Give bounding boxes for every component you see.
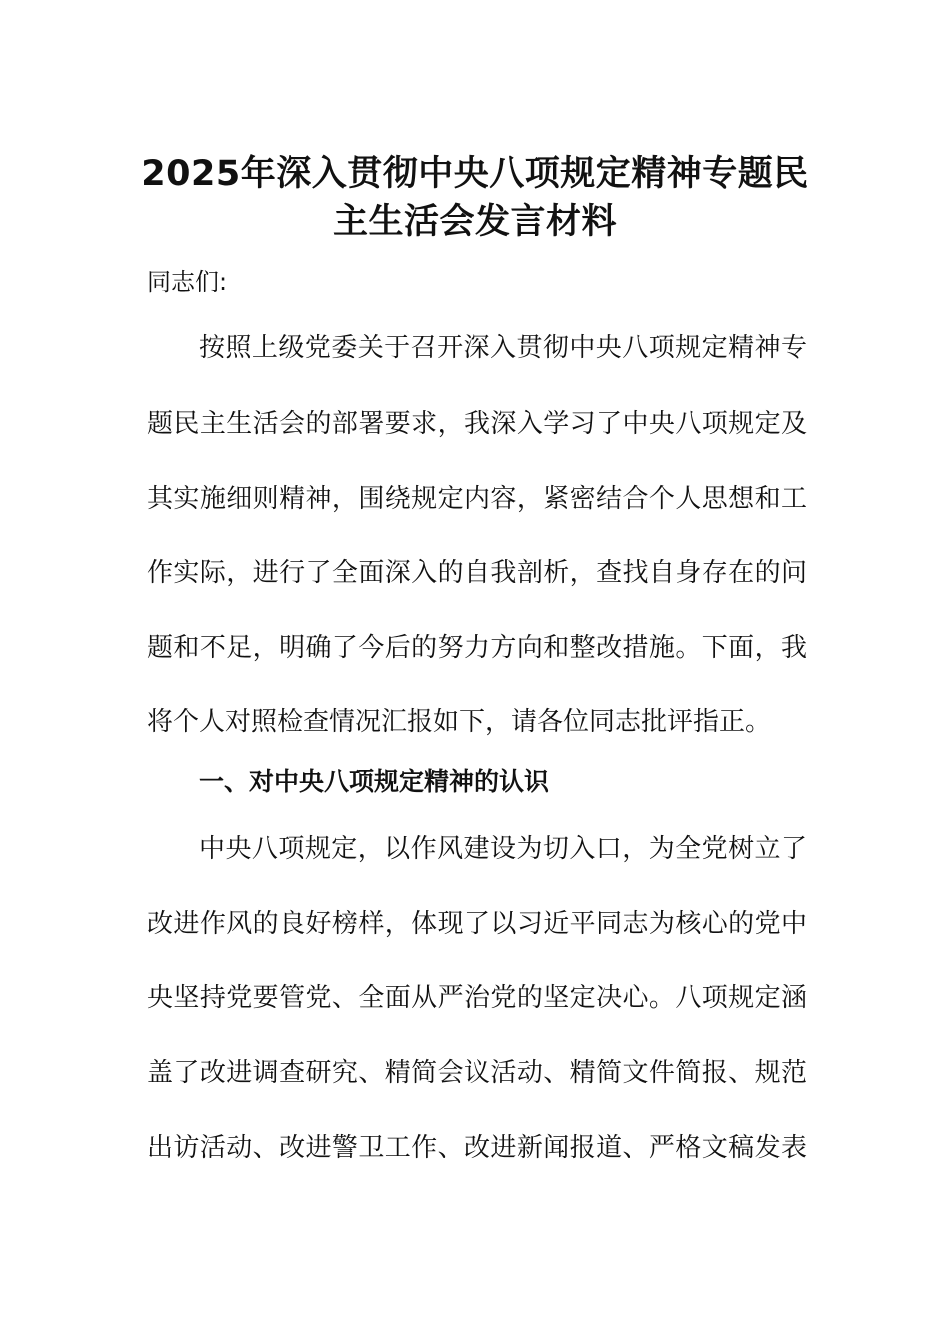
paragraph-line: 题和不足，明确了今后的努力方向和整改措施。下面，我	[147, 633, 807, 663]
document-title-line-2: 主生活会发言材料	[332, 202, 617, 242]
paragraph-line: 央坚持党要管党、全面从严治党的坚定决心。八项规定涵	[147, 983, 807, 1013]
paragraph-line: 题民主生活会的部署要求，我深入学习了中央八项规定及	[147, 409, 807, 439]
paragraph-line: 改进作风的良好榜样，体现了以习近平同志为核心的党中	[147, 909, 807, 939]
salutation: 同志们:	[147, 268, 228, 296]
paragraph-line: 按照上级党委关于召开深入贯彻中央八项规定精神专	[199, 333, 807, 363]
paragraph-line: 将个人对照检查情况汇报如下，请各位同志批评指正。	[147, 707, 772, 737]
document-title-line-1: 2025年深入贯彻中央八项规定精神专题民	[141, 154, 809, 194]
paragraph-line: 中央八项规定，以作风建设为切入口，为全党树立了	[199, 834, 807, 864]
paragraph-line: 其实施细则精神，围绕规定内容，紧密结合个人思想和工	[147, 484, 807, 514]
section-heading-1: 一、对中央八项规定精神的认识	[199, 767, 550, 796]
paragraph-line: 作实际，进行了全面深入的自我剖析，查找自身存在的问	[147, 558, 807, 588]
paragraph-line: 盖了改进调查研究、精简会议活动、精简文件简报、规范	[147, 1058, 807, 1088]
paragraph-line: 出访活动、改进警卫工作、改进新闻报道、严格文稿发表	[147, 1133, 807, 1163]
